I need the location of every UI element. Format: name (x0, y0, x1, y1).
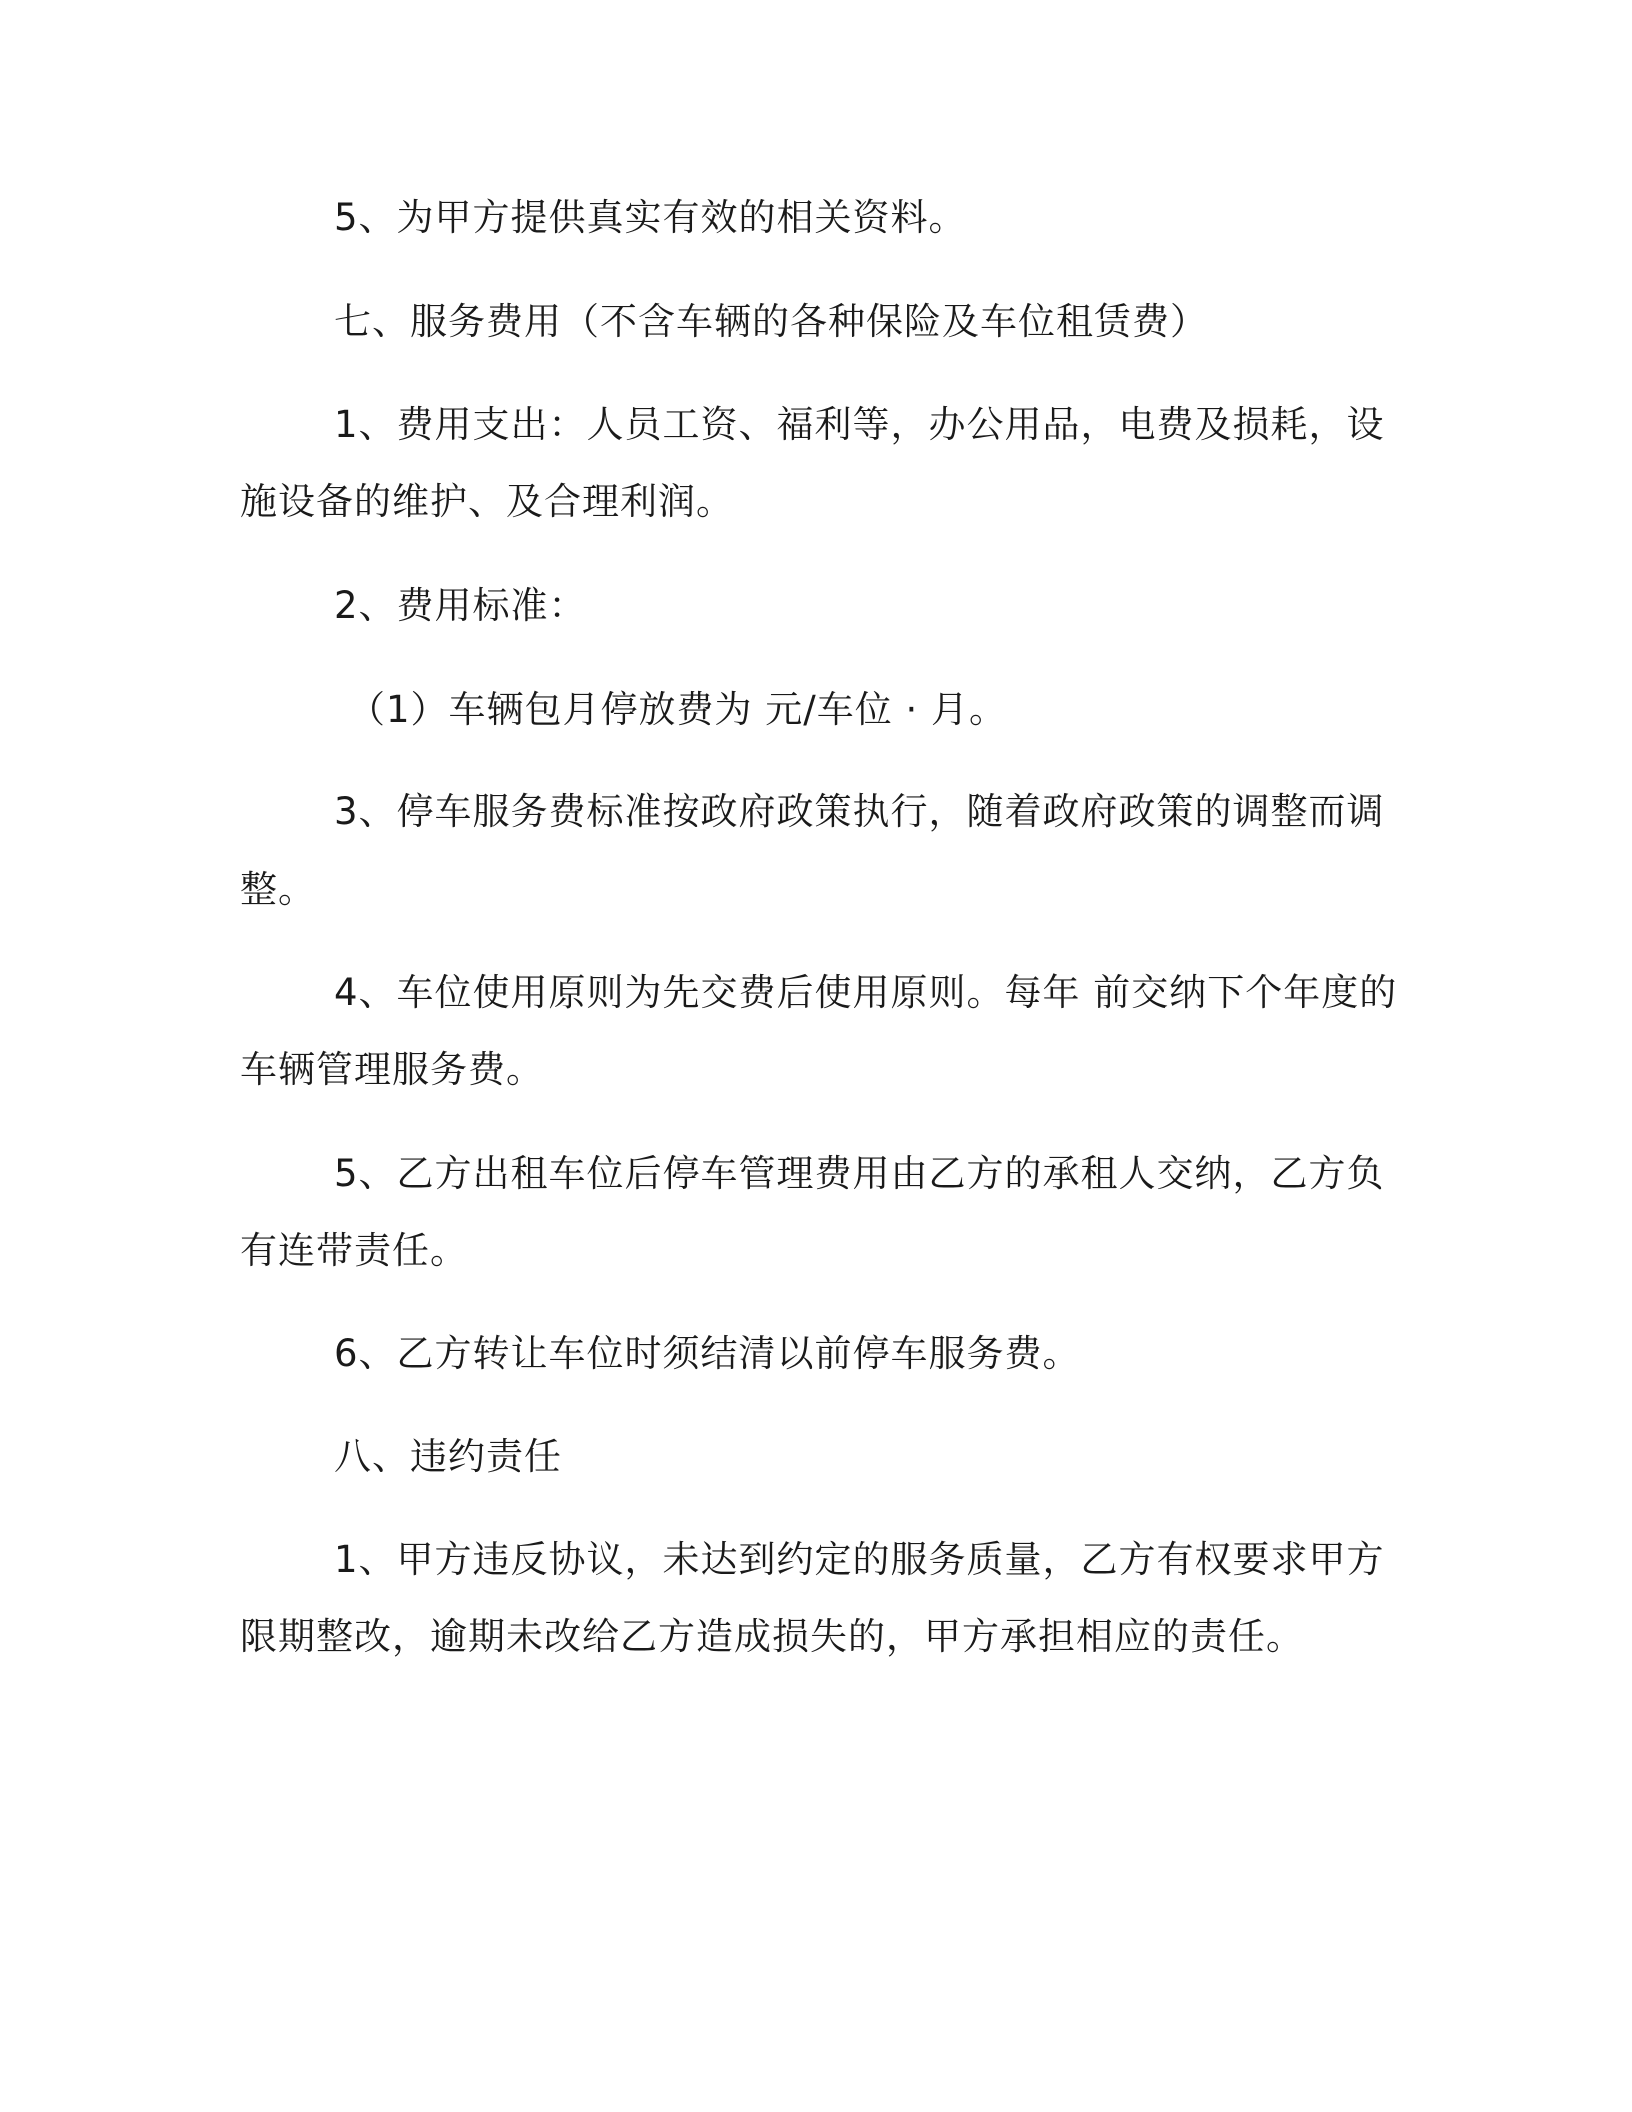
paragraph-line: 3、停车服务费标准按政府政策执行，随着政府政策的调整而调 (334, 790, 1385, 833)
paragraph-line: 6、乙方转让车位时须结清以前停车服务费。 (334, 1332, 1081, 1375)
paragraph-line: 1、甲方违反协议，未达到约定的服务质量，乙方有权要求甲方 (334, 1538, 1385, 1581)
paragraph-line: 5、乙方出租车位后停车管理费用由乙方的承租人交纳，乙方负 (334, 1152, 1385, 1195)
paragraph-line: 4、车位使用原则为先交费后使用原则。每年 前交纳下个年度的 (334, 971, 1398, 1014)
paragraph-line: 5、为甲方提供真实有效的相关资料。 (334, 196, 967, 239)
paragraph-line: 车辆管理服务费。 (240, 1048, 544, 1091)
paragraph-line: 限期整改，逾期未改给乙方造成损失的，甲方承担相应的责任。 (240, 1615, 1304, 1658)
paragraph-line: 施设备的维护、及合理利润。 (240, 480, 734, 523)
paragraph-line: 有连带责任。 (240, 1229, 468, 1272)
paragraph-line: 整。 (240, 868, 316, 911)
paragraph-line: 1、费用支出：人员工资、福利等，办公用品，电费及损耗，设 (334, 403, 1385, 446)
section-heading: 七、服务费用（不含车辆的各种保险及车位租赁费） (334, 300, 1208, 343)
paragraph-line: （1）车辆包月停放费为 元/车位 · 月。 (348, 688, 1008, 731)
section-heading: 八、违约责任 (334, 1435, 562, 1478)
paragraph-line: 2、费用标准： (334, 584, 587, 627)
